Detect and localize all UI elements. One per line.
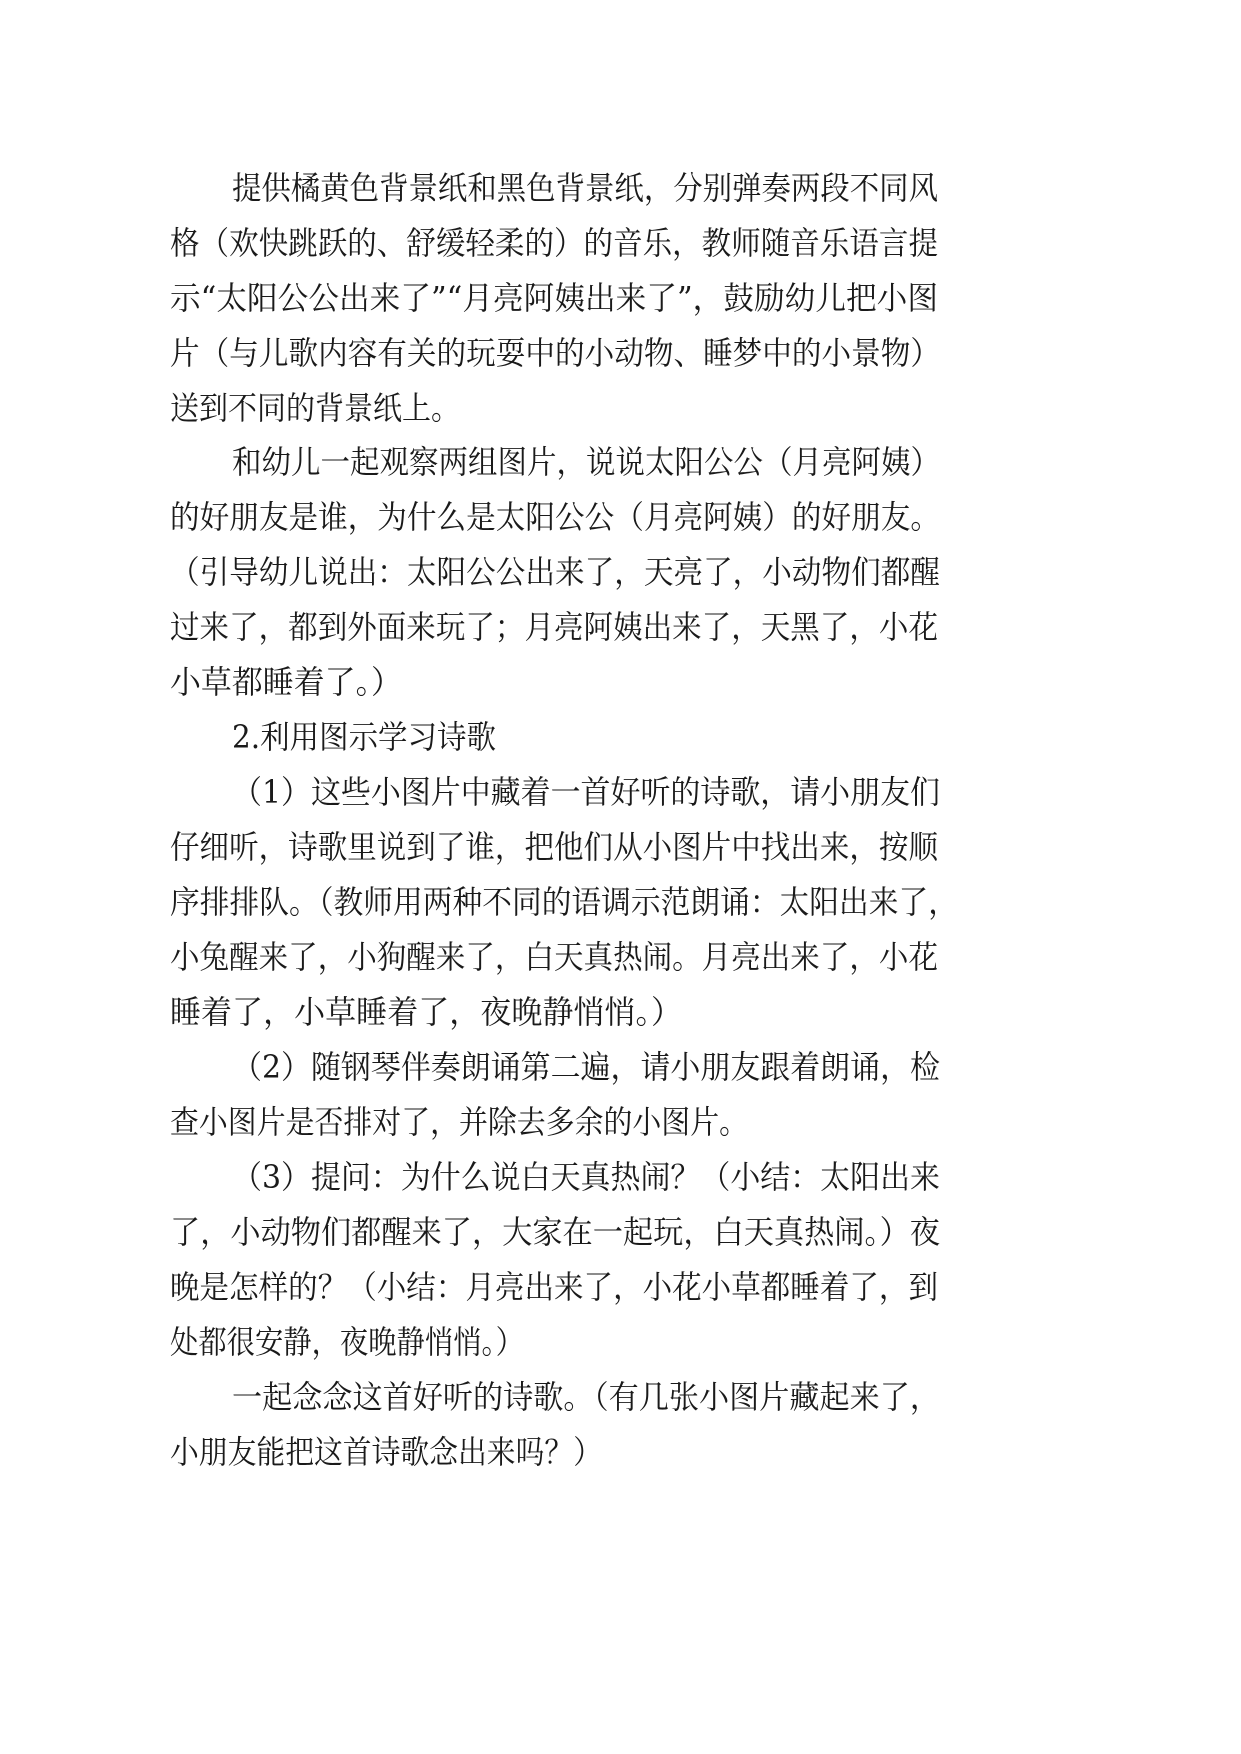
- text-line: 晚是怎样的？（小结：月亮出来了，小花小草都睡着了，到: [170, 1268, 938, 1306]
- text-line: （1）这些小图片中藏着一首好听的诗歌，请小朋友们: [232, 773, 940, 811]
- text-line: （引导幼儿说出：太阳公公出来了，天亮了，小动物们都醒: [170, 553, 940, 591]
- text-line: 的好朋友是谁，为什么是太阳公公（月亮阿姨）的好朋友。: [170, 498, 940, 536]
- text-line: 过来了，都到外面来玩了；月亮阿姨出来了，天黑了，小花: [170, 608, 938, 646]
- text-line: 一起念念这首好听的诗歌。（有几张小图片藏起来了，: [232, 1378, 940, 1416]
- text-line: 处都很安静，夜晚静悄悄。）: [170, 1323, 524, 1361]
- text-line: 提供橘黄色背景纸和黑色背景纸，分别弹奏两段不同风: [232, 169, 938, 207]
- section-heading: 2.利用图示学习诗歌: [232, 718, 496, 756]
- text-line: 查小图片是否排对了，并除去多余的小图片。: [170, 1103, 748, 1141]
- text-line: 格（欢快跳跃的、舒缓轻柔的）的音乐，教师随音乐语言提: [170, 224, 938, 262]
- text-line: 睡着了，小草睡着了，夜晚静悄悄。）: [170, 993, 682, 1031]
- text-line: 小草都睡着了。）: [170, 663, 402, 701]
- text-line: 送到不同的背景纸上。: [170, 389, 460, 427]
- text-line: 仔细听，诗歌里说到了谁，把他们从小图片中找出来，按顺: [170, 828, 938, 866]
- text-line: 和幼儿一起观察两组图片，说说太阳公公（月亮阿姨）: [232, 443, 940, 481]
- text-line: 序排排队。（教师用两种不同的语调示范朗诵：太阳出来了，: [170, 883, 958, 921]
- text-line: 示“太阳公公出来了”“月亮阿姨出来了”，鼓励幼儿把小图: [170, 279, 938, 317]
- text-line: 了，小动物们都醒来了，大家在一起玩，白天真热闹。）夜: [170, 1213, 940, 1251]
- text-line: 片（与儿歌内容有关的玩耍中的小动物、睡梦中的小景物）: [170, 334, 940, 372]
- text-line: 小朋友能把这首诗歌念出来吗？）: [170, 1433, 602, 1471]
- text-line: （3）提问：为什么说白天真热闹？（小结：太阳出来: [232, 1158, 940, 1196]
- text-line: 小兔醒来了，小狗醒来了，白天真热闹。月亮出来了，小花: [170, 938, 938, 976]
- text-line: （2）随钢琴伴奏朗诵第二遍，请小朋友跟着朗诵，检: [232, 1048, 940, 1086]
